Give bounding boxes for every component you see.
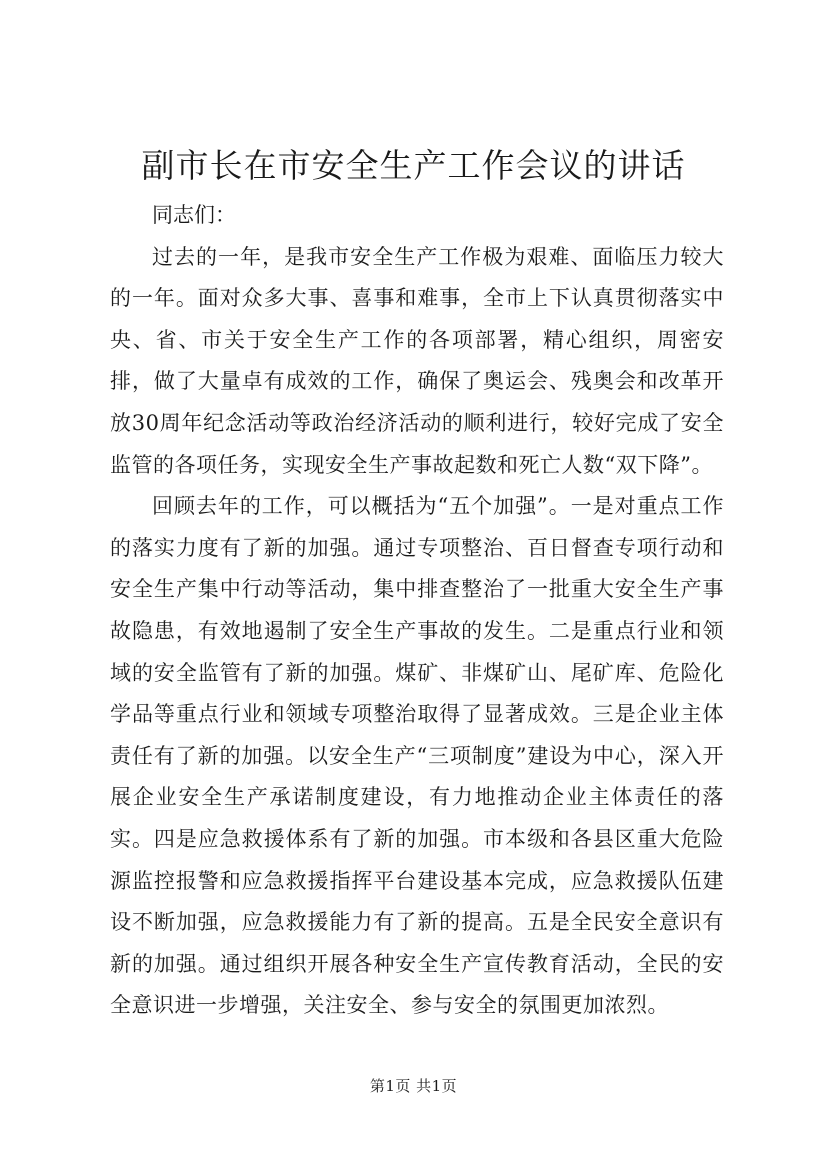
document-body <box>110 195 724 1027</box>
paragraph-2: 回顾去年的工作，可以概括为“五个加强”。一是对重点工作的落实力度有了新的加强。通过专项整治、百日督查专项行动和安全生产集中行动等活动，集中排查整治了一批重大安全生产事故隐患，有效地遏制了安全生产事故的发生。二是重点行业和领域的安全监管有了新的加强。煤矿、非煤矿山、尾矿库、危险化学品等重点行业和领域专项整治取得了显著成效。三是企业主体责任有了新的加强。以安全生产“三项制度”建设为中心，深入开展企业安全生产承诺制度建设，有力地推动企业主体责任的落实。四是应急救援体系有了新的加强。市本级和各县区重大危险源监控报警和应急救援指挥平台建设基本完成，应急救援队伍建设不断加强，应急救援能力有了新的提高。五是全民安全意识有新的加强。通过组织开展各种安全生产宣传教育活动，全民的安全意识进一步增强，关注安全、参与安全的氛围更加浓烈。 <box>110 494 724 1018</box>
document-title: 副市长在市安全生产工作会议的讲话 <box>141 146 686 185</box>
page-number-footer: 第1页 共1页 <box>369 1077 458 1095</box>
salutation: 同志们： <box>152 203 236 227</box>
paragraph-1: 过去的一年，是我市安全生产工作极为艰难、面临压力较大的一年。面对众多大事、喜事和难事，全市上下认真贯彻落实中央、省、市关于安全生产工作的各项部署，精心组织，周密安排，做了大量卓有成效的工作，确保了奥运会、残奥会和改革开放30周年纪念活动等政治经济活动的顺利进行，较好完成了安全监管的各项任务，实现安全生产事故起数和死亡人数“双下降”。 <box>110 244 724 477</box>
